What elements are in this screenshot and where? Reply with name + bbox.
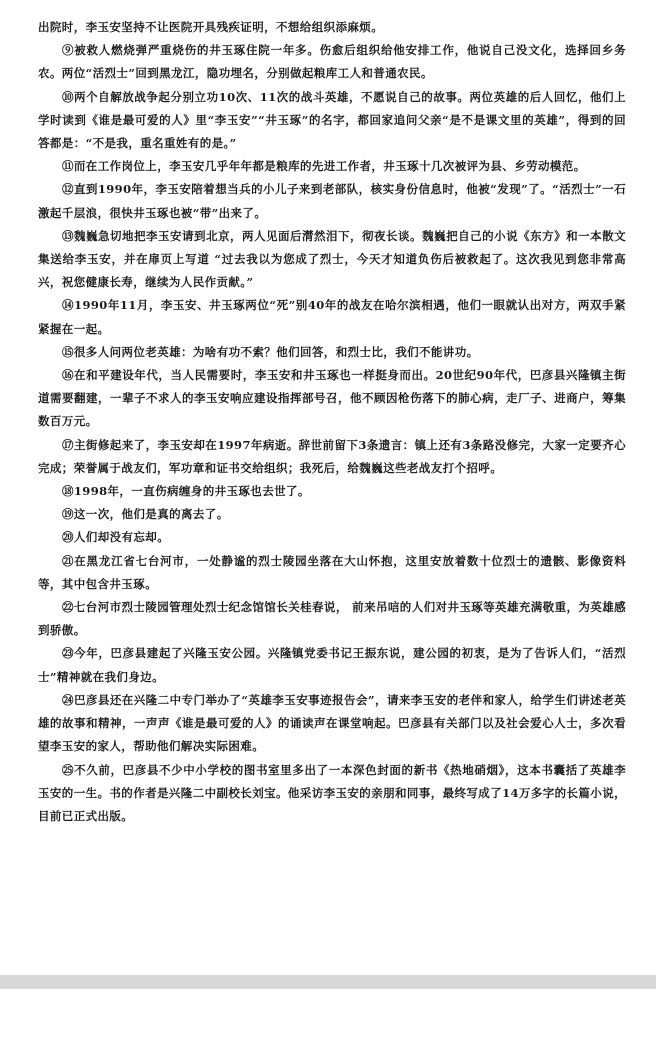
paragraph-14: ⑭1990年11月，李玉安、井玉琢两位“死”别40年的战友在哈尔滨相遇，他们一眼就认出对方，两双手紧紧握在一起。	[38, 298, 626, 336]
article-body	[38, 16, 626, 828]
paragraph-23: ㉓今年，巴彦县建起了兴隆玉安公园。兴隆镇党委书记王振东说，建公园的初衷，是为了告诉人们，“活烈士”精神就在我们身边。	[38, 646, 626, 684]
paragraph-25: ㉕不久前，巴彦县不少中小学校的图书室里多出了一本深色封面的新书《热地硝烟》，这本书囊括了英雄李玉安的一生。书的作者是兴隆二中副校长刘宝。他采访李玉安的亲朋和同事，最终写成了14万多字的长篇小说，目前已正式出版。	[38, 762, 626, 823]
paragraph-0: 出院时，李玉安坚持不让医院开具残疾证明，不想给组织添麻烦。	[38, 20, 384, 34]
next-page-area	[0, 989, 656, 1044]
paragraph-10: ⑩两个自解放战争起分别立功10次、11次的战斗英雄，不愿说自己的故事。两位英雄的后人回忆，他们上学时读到《谁是最可爱的人》里“李玉安”“井玉琢”的名字，都回家追问父亲“是不是课文里的英雄”，得到的回答都是：“不是我，重名重姓有的是。”	[38, 89, 626, 151]
page-separator	[0, 975, 656, 989]
paragraph-13: ⑬魏巍急切地把李玉安请到北京，两人见面后潸然泪下，彻夜长谈。魏巍把自己的小说《东方》和一本散文集送给李玉安，并在扉页上写道 “过去我以为您成了烈士，今天才知道负伤后被救起了。这次我见到您非常高兴，祝您健康长寿，继续为人民作贡献。”	[38, 228, 626, 290]
paragraph-16: ⑯在和平建设年代，当人民需要时，李玉安和井玉琢也一样挺身而出。20世纪90年代，巴彦县兴隆镇主街道需要翻建，一辈子不求人的李玉安响应建设指挥部号召，他不顾因枪伤落下的肺心病，走厂子、进商户，筹集数百万元。	[38, 368, 626, 429]
paragraph-18: ⑱1998年，一直伤病缠身的井玉琢也去世了。	[62, 484, 310, 499]
paragraph-22: ㉒七台河市烈士陵园管理处烈士纪念馆馆长关桂春说， 前来吊唁的人们对井玉琢等英雄充满敬重，为英雄感到骄傲。	[38, 600, 626, 638]
paragraph-19: ⑲这一次，他们是真的离去了。	[62, 507, 229, 522]
paragraph-15: ⑮很多人问两位老英雄：为啥有功不索？他们回答，和烈士比，我们不能讲功。	[62, 344, 479, 359]
paragraph-9: ⑨被救人燃烧弹严重烧伤的井玉琢住院一年多。伤愈后组织给他安排工作，他说自己没文化，选择回乡务农。两位“活烈士”回到黑龙江，隐功埋名，分别做起粮库工人和普通农民。	[38, 43, 626, 81]
paragraph-12: ⑫直到1990年，李玉安陪着想当兵的小儿子来到老部队，核实身份信息时，他被“发现”了。“活烈士”一石激起千层浪，很快井玉琢也被“带”出来了。	[38, 182, 626, 220]
paragraph-17: ⑰主街修起来了，李玉安却在1997年病逝。辞世前留下3条遗言：镇上还有3条路没修完，大家一定要齐心完成；荣誉属于战友们，军功章和证书交给组织；我死后，给魏巍这些老战友打个招呼。	[38, 437, 626, 475]
paragraph-21: ㉑在黑龙江省七台河市，一处静谧的烈士陵园坐落在大山怀抱，这里安放着数十位烈士的遗骸、影像资料等，其中包含井玉琢。	[38, 553, 626, 591]
paragraph-11: ⑪而在工作岗位上，李玉安几乎年年都是粮库的先进工作者，井玉琢十几次被评为县、乡劳动模范。	[62, 159, 586, 174]
paragraph-24: ㉔巴彦县还在兴隆二中专门举办了“英雄李玉安事迹报告会”，请来李玉安的老伴和家人，给学生们讲述老英雄的故事和精神，一声声《谁是最可爱的人》的诵读声在课堂响起。巴彦县有关部门以及社会爱心人士，多次看望李玉安的家人，帮助他们解决实际困难。	[38, 692, 626, 754]
paragraph-20: ⑳人们却没有忘却。	[62, 530, 170, 545]
